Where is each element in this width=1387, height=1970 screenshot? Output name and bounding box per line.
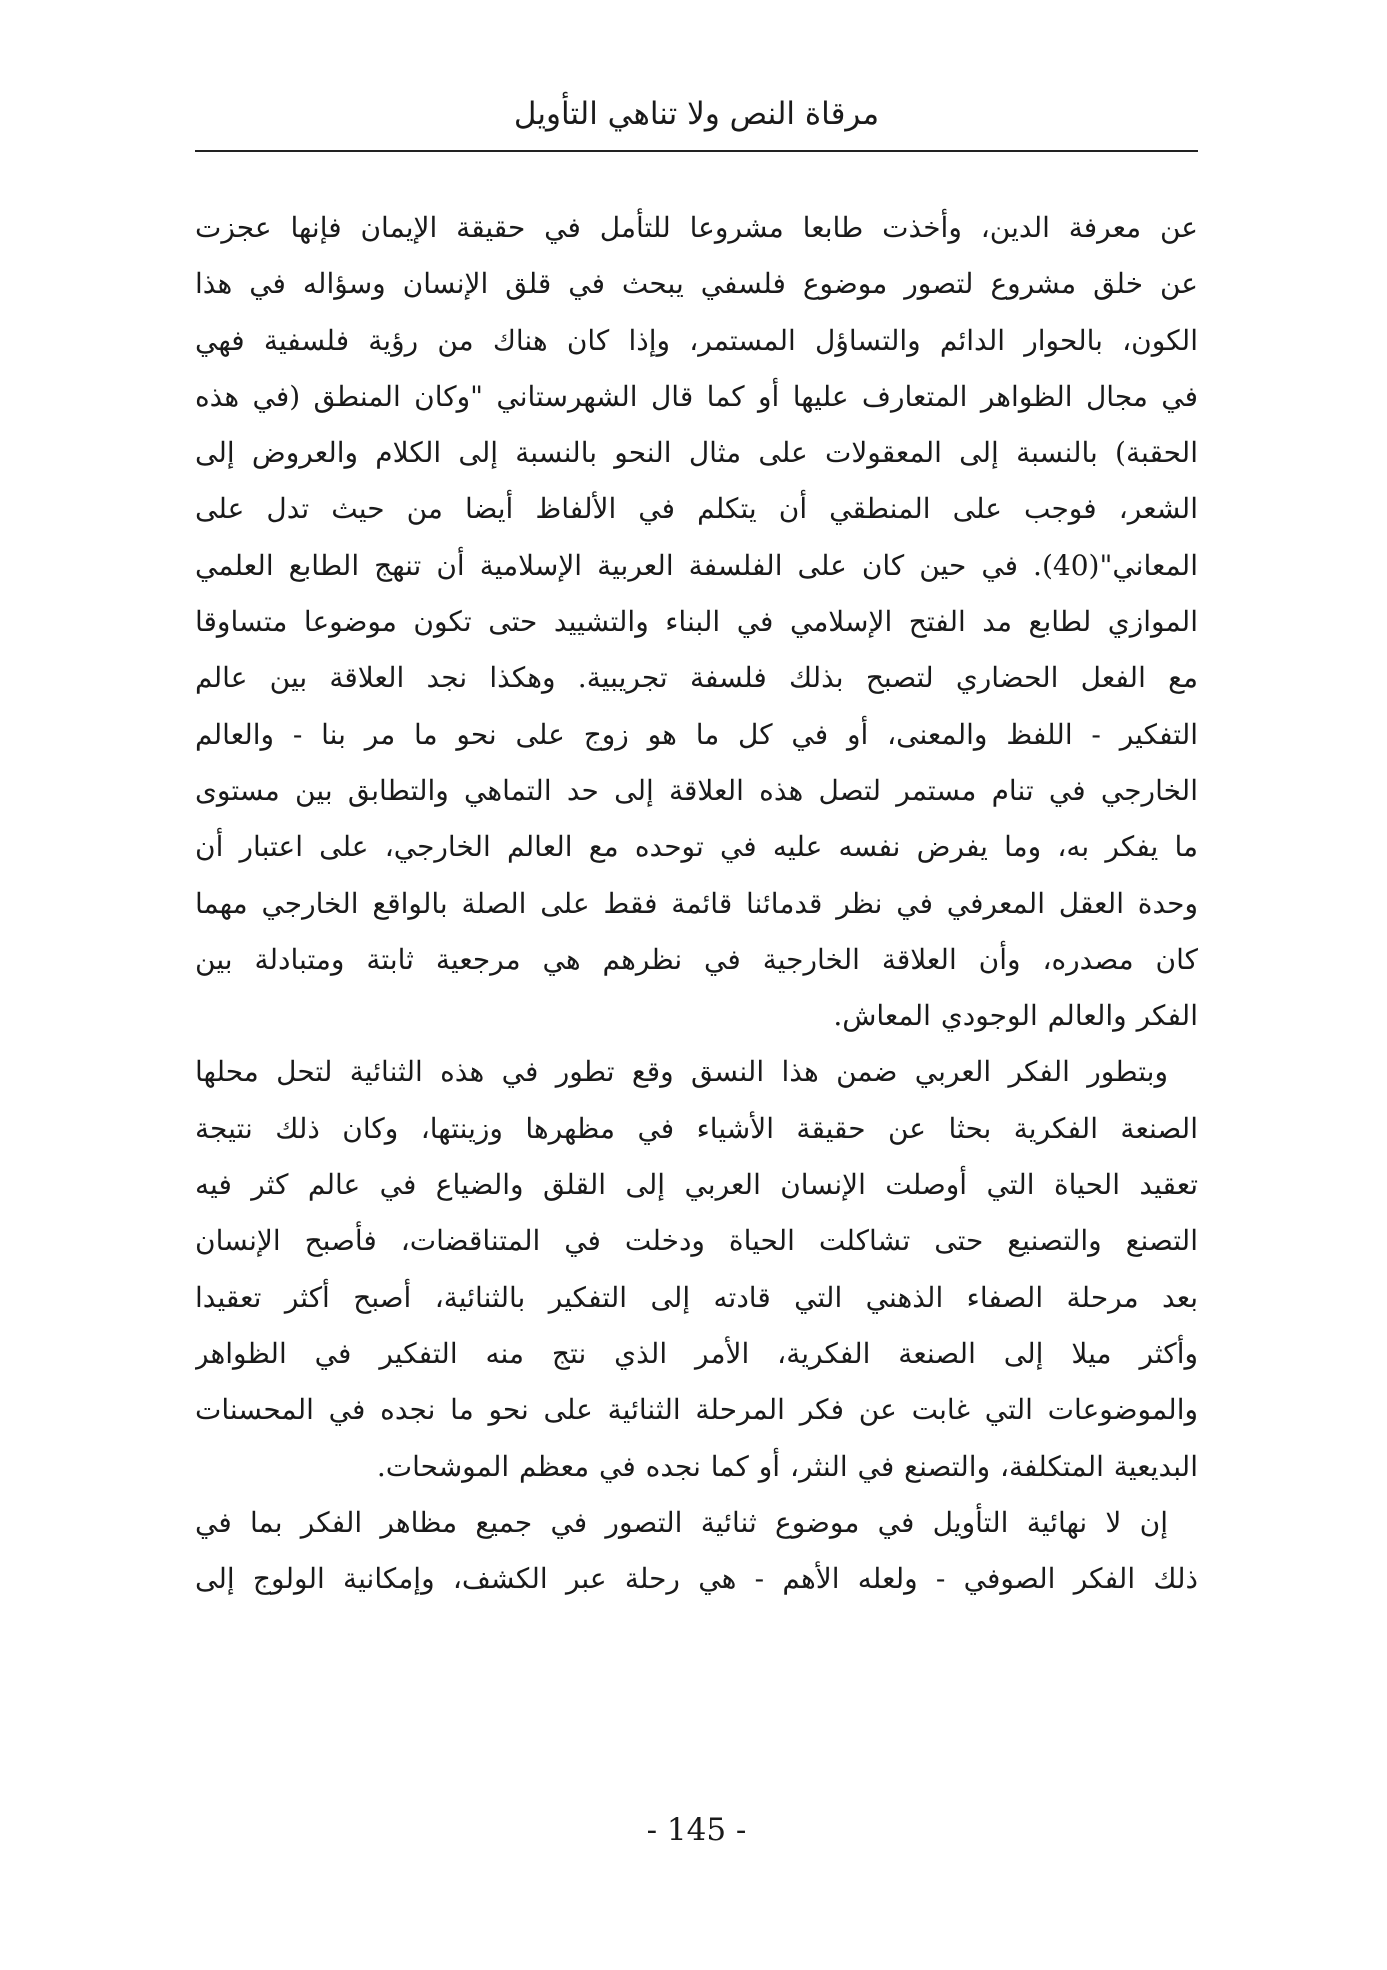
text-line: بعد مرحلة الصفاء الذهني التي قادته إلى التفكير بالثنائية، أصبح أكثر تعقيدا (195, 1280, 1198, 1314)
paragraph-end-line: الفكر والعالم الوجودي المعاش. (833, 999, 1198, 1033)
text-line: التصنع والتصنيع حتى تشاكلت الحياة ودخلت في المتناقضات، فأصبح الإنسان (195, 1224, 1198, 1258)
running-header-title: مرقاة النص ولا تناهي التأويل (513, 96, 880, 132)
text-line: التفكير - اللفظ والمعنى، أو في كل ما هو زوج على نحو ما مر بنا - والعالم (195, 717, 1198, 751)
text-line: ما يفكر به، وما يفرض نفسه عليه في توحده مع العالم الخارجي، على اعتبار أن (195, 830, 1198, 864)
text-line: عن خلق مشروع لتصور موضوع فلسفي يبحث في قلق الإنسان وسؤاله في هذا (195, 267, 1198, 301)
text-line-with-footnote-ref: المعاني"(40). في حين كان على الفلسفة العربية الإسلامية أن تنهج الطابع العلمي (195, 548, 1198, 582)
text-line: في مجال الظواهر المتعارف عليها أو كما قال الشهرستاني "وكان المنطق (في هذه (195, 379, 1198, 413)
text-line: وأكثر ميلا إلى الصنعة الفكرية، الأمر الذي نتج منه التفكير في الظواهر (195, 1336, 1198, 1370)
text-line: الحقبة) بالنسبة إلى المعقولات على مثال النحو بالنسبة إلى الكلام والعروض إلى (195, 436, 1198, 470)
text-line: الكون، بالحوار الدائم والتساؤل المستمر، وإذا كان هناك من رؤية فلسفية فهي (195, 323, 1198, 357)
text-line: الشعر، فوجب على المنطقي أن يتكلم في الألفاظ أيضا من حيث تدل على (195, 492, 1198, 526)
text-line: ذلك الفكر الصوفي - ولعله الأهم - هي رحلة عبر الكشف، وإمكانية الولوج إلى (195, 1562, 1198, 1596)
text-line: كان مصدره، وأن العلاقة الخارجية في نظرهم هي مرجعية ثابتة ومتبادلة بين (195, 942, 1198, 976)
paragraph-start-line: وبتطور الفكر العربي ضمن هذا النسق وقع تطور في هذه الثنائية لتحل محلها (195, 1055, 1168, 1089)
text-line: الخارجي في تنام مستمر لتصل هذه العلاقة إلى حد التماهي والتطابق بين مستوى (195, 773, 1198, 807)
text-line: تعقيد الحياة التي أوصلت الإنسان العربي إلى القلق والضياع في عالم كثر فيه (195, 1168, 1198, 1202)
page-number: - 145 - (646, 1812, 747, 1848)
paragraph-end-line: البديعية المتكلفة، والتصنع في النثر، أو كما نجده في معظم الموشحات. (376, 1449, 1198, 1483)
text-line: عن معرفة الدين، وأخذت طابعا مشروعا للتأمل في حقيقة الإيمان فإنها عجزت (195, 211, 1198, 244)
body-text (195, 200, 1198, 1607)
text-line: الموازي لطابع مد الفتح الإسلامي في البناء والتشييد حتى تكون موضوعا متساوقا (195, 605, 1198, 639)
text-line: الصنعة الفكرية بحثا عن حقيقة الأشياء في مظهرها وزينتها، وكان ذلك نتيجة (195, 1111, 1198, 1145)
paragraph-start-line: إن لا نهائية التأويل في موضوع ثنائية التصور في جميع مظاهر الفكر بما في (195, 1505, 1168, 1539)
header-divider (195, 150, 1198, 152)
text-line: والموضوعات التي غابت عن فكر المرحلة الثنائية على نحو ما نجده في المحسنات (195, 1393, 1198, 1427)
text-line: مع الفعل الحضاري لتصبح بذلك فلسفة تجريبية. وهكذا نجد العلاقة بين عالم (195, 661, 1198, 695)
text-line: وحدة العقل المعرفي في نظر قدمائنا قائمة فقط على الصلة بالواقع الخارجي مهما (195, 886, 1198, 920)
